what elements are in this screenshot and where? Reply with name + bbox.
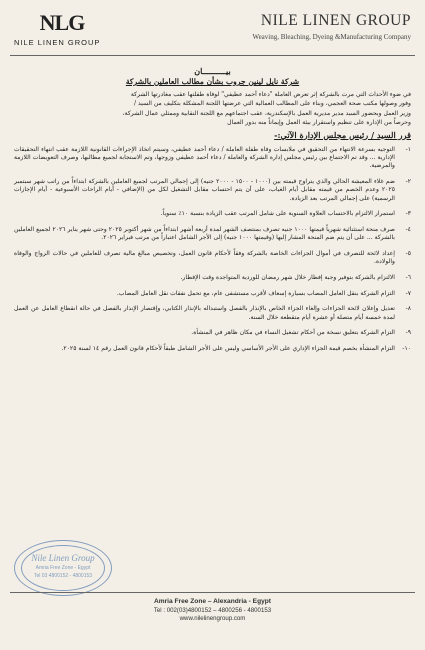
footer-divider [10, 592, 415, 593]
company-stamp [14, 540, 112, 596]
intro-line: وفور وصولها مكتب صحة العجمي، وبناء على المطالب العمالية التي عرضتها اللجنة المشكلة بتكليف من السيد / [133, 100, 411, 108]
decision-item [14, 250, 411, 267]
item-number: ٣- [405, 210, 411, 218]
company-block [253, 12, 411, 41]
decision-item [14, 178, 411, 203]
item-text: ضم غلاء المعيشة الحالي والذي يتراوح قيمته بين (١٠٠٠ - ١٥٠٠ - ٢٠٠٠ جنيه) إلى إجمالي المرتب لجميع العاملين بالشركة ابتداءاً من راتب شهر سبتمبر ٢٠٢٥ وعدم الخصم من قيمته مقابل أيام الغياب، على أن يتم احتساب مقابل التشغيل لكل من (الإضافي - أيام الراحات الأسبوعية - أيام الإجازات الرسمية) على إجمالي المرتب بعد الزيادة. [14, 178, 396, 202]
company-tagline: Weaving, Bleaching, Dyeing &Manufacturing Company [252, 33, 411, 41]
item-text: الالتزام بالشركة بتوفير وجبة إفطار خلال شهر رمضان للوردية المتواجدة وقت الإفطار. [180, 274, 395, 282]
item-number: ٩- [405, 329, 411, 337]
item-number: ٢- [405, 178, 411, 186]
decision-item [14, 345, 411, 353]
decision-item [14, 305, 411, 322]
item-text: التوجيه بسرعة الانتهاء من التحقيق في ملابسات وفاة طفلة العاملة / دعاء أحمد عطيفي، وسيتم اتخاذ الإجراءات القانونية اللازمة عقب انتهاء التحقيقات الإدارية ... وقد تم الاجتماع بين رئيس مجلس إدارة الشركة والعاملة / دعاء أحمد عطيفي وزوجها، وتم الاستجابة لجميع مطالبها، وصرف التعويضات اللازمة والمرضية. [14, 145, 395, 170]
intro-line: وحرصاً من الإدارة على تنظيم واستقرار بيئة العمل وإيماناً منه بدور العمال [227, 119, 411, 127]
decision-list [14, 146, 411, 354]
item-text: التزام المنشأة بخصم قيمة الجزاء الإداري على الأجر الأساسي وليس على الأجر الشامل طبقاً لأحكام قانون العمل رقم ١٤ لسنة ٢٠٢٥. [61, 344, 395, 352]
footer-website: www.nilelinengroup.com [179, 615, 246, 623]
logo-name: NILE LINEN GROUP [14, 38, 101, 47]
item-text: استمرار الالتزام بالاحتساب العلاوة السنوية على شامل المرتب عقب الزيادة بنسبة ١٠٪ سنوياً. [160, 210, 395, 218]
statement-body [14, 66, 411, 360]
letter-footer [0, 598, 425, 624]
stamp-ring [21, 545, 105, 591]
item-number: ١٠- [402, 344, 411, 352]
company-name: NILE LINEN GROUP [260, 12, 411, 29]
statement-title: بيــــــــــان [194, 66, 231, 76]
statement-subtitle: شركة نايل لينين جروب بشأن مطالب العاملين بالشركة [125, 77, 300, 86]
decision-item [14, 290, 411, 298]
letterhead [0, 0, 425, 56]
item-number: ٥- [405, 250, 411, 258]
stamp-line: Amria Free Zone - Egypt [35, 565, 91, 571]
item-number: ١- [405, 145, 411, 153]
company-logo [14, 10, 124, 47]
footer-phone: Tel : 002(03)4800152 – 4800256 - 4800153 [153, 606, 272, 614]
item-text: التزام الشركة بنقل العامل المصاب بسيارة إسعاف لأقرب مستشفى عام، مع تحمل نفقات نقل العامل المصاب. [116, 289, 395, 297]
intro-line: في ضوء الأحداث التي مرت بالشركة إثر تعرض العاملة "دعاء أحمد عطيفي" لوفاة طفلتها عقب مغادرتها الشركة [130, 91, 411, 98]
decision-item [14, 329, 411, 337]
item-text: تعديل وإعلان لائحة الجزاءات وإلغاء الجزاء الخاص بالإنذار بالفصل واستبداله بالإنذار الكتابي، وإقتصار الإنذار بالفصل في حالة انقطاع العامل عن العمل لمدة خمسة أيام متصلة أو عشرة أيام متقطعة خلال السنة. [14, 305, 395, 321]
intro-line: وزير العمل وبحضور السيد مدير مديرية العمل بالإسكندرية، عقب اجتماعهم مع اللجنة النقابية وممثلي عمال الشركة، [122, 109, 411, 117]
item-number: ٤- [405, 226, 411, 234]
decision-heading: قرر السيد / رئيس مجلس الإدارة الآتي:- [274, 129, 411, 140]
intro-paragraph [14, 91, 411, 128]
logo-mark: NLG [39, 10, 85, 35]
decision-item [14, 226, 411, 243]
item-text: التزام الشركة بتعليق نسخة من أحكام تشغيل النساء في مكان ظاهر في المنشأة. [191, 329, 395, 337]
decision-item [14, 146, 411, 171]
stamp-line: Tel 03 4800152 - 4800153 [33, 573, 93, 579]
stamp-name: Nile Linen Group [31, 553, 95, 563]
item-text: إعداد لائحة للتصرف في أموال الجزاءات الخاصة بالشركة وفقاً لأحكام قانون العمل، وتخصيص مبالغ مالية تصرف للعاملين في حالات الزواج والوفاة والولادة. [14, 250, 395, 266]
item-number: ٦- [405, 274, 411, 282]
decision-item [14, 274, 411, 282]
item-number: ٨- [405, 305, 411, 313]
footer-address: Amria Free Zone – Alexandria - Egypt [153, 598, 271, 605]
decision-item [14, 210, 411, 218]
header-divider [10, 55, 415, 56]
item-text: صرف منحة استثنائية شهرياً قيمتها ١٠٠٠ جنيه تصرف بمنتصف الشهر لمدة أربعة أشهر ابتداءاً من شهر أكتوبر ٢٠٢٥ وحتى شهر يناير ٢٠٢٦ لجميع العاملين بالشركة ... على أن يتم ضم المنحة المشار إليها (وقيمتها ١٠٠٠ جنيه) إلى الأجر الشامل اعتباراً من مرتب فبراير ٢٠٢٦. [14, 226, 395, 242]
item-number: ٧- [405, 289, 411, 297]
